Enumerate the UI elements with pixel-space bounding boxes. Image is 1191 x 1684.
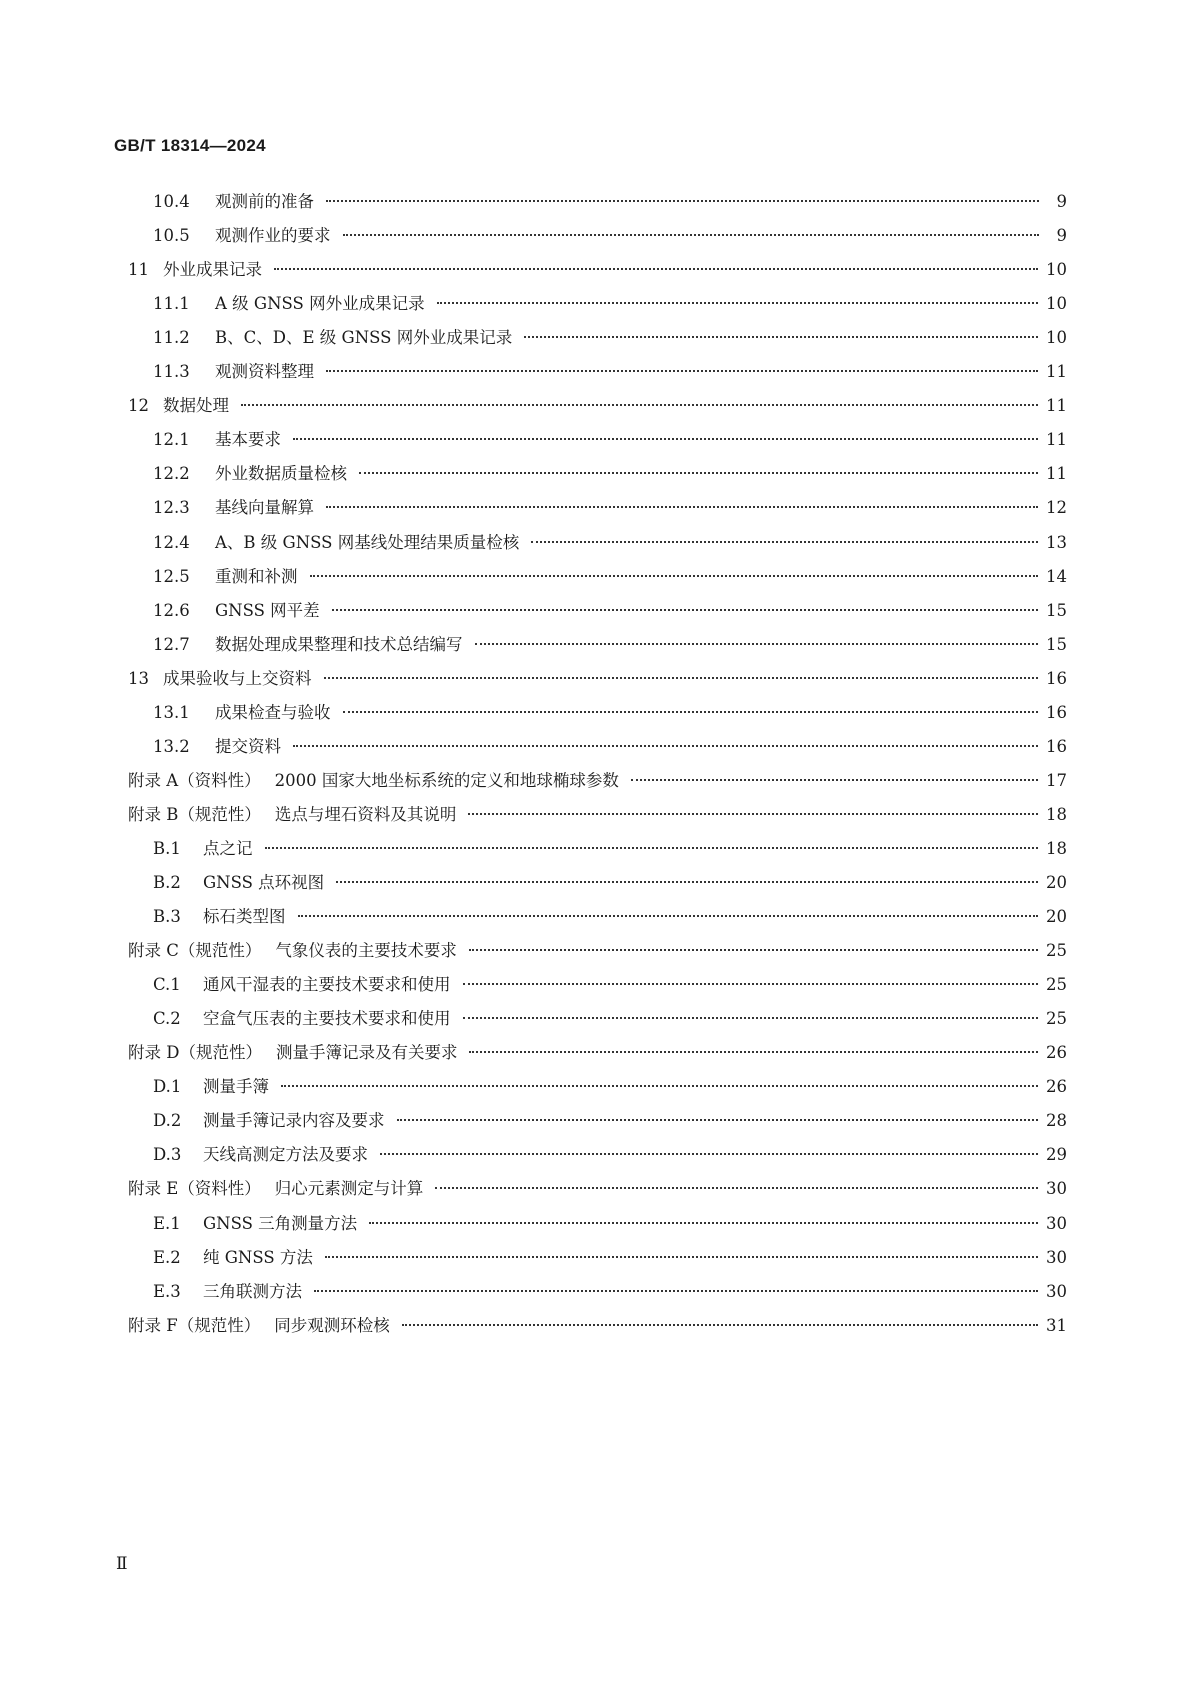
toc-entry-page: 26: [1046, 1043, 1067, 1063]
toc-entry-number: 11.1: [153, 294, 190, 314]
toc-entry-title: 基本要求: [215, 430, 281, 450]
toc-entry-number: 11.2: [153, 328, 190, 348]
page-number: Ⅱ: [116, 1554, 128, 1574]
toc-entry-page: 29: [1046, 1145, 1067, 1165]
toc-entry-number: 附录 A（资料性）: [128, 770, 261, 790]
toc-entry-title: GNSS 网平差: [215, 600, 320, 620]
toc-leader-dots: [402, 1324, 1038, 1326]
standard-code: GB/T 18314—2024: [114, 136, 266, 155]
toc-entry-title: 空盒气压表的主要技术要求和使用: [203, 1009, 451, 1029]
toc-entry-page: 30: [1046, 1179, 1067, 1199]
toc-entry-number: 10.4: [153, 192, 190, 211]
toc-entry[interactable]: [153, 1075, 1067, 1099]
toc-leader-dots: [463, 983, 1039, 985]
toc-entry-title: 通风干湿表的主要技术要求和使用: [203, 975, 451, 995]
toc-entry-page: 25: [1046, 1009, 1067, 1029]
toc-entry-title: 测量手簿: [203, 1077, 269, 1097]
toc-entry-number: 12.7: [153, 634, 190, 654]
toc-leader-dots: [326, 370, 1038, 372]
toc-entry-number: 11: [128, 260, 149, 280]
toc-entry-title: 提交资料: [215, 736, 281, 756]
toc-entry-title: 测量手簿记录内容及要求: [203, 1111, 385, 1131]
toc-entry[interactable]: [153, 565, 1067, 589]
toc-entry-number: 13.2: [153, 736, 190, 756]
toc-entry-title: 标石类型图: [203, 907, 286, 927]
toc-entry-number: B.3: [153, 907, 181, 927]
toc-entry-title: 归心元素测定与计算: [274, 1179, 424, 1199]
toc-entry-page: 31: [1046, 1315, 1067, 1335]
toc-entry[interactable]: [128, 394, 1067, 418]
toc-entry-number: 12.2: [153, 464, 190, 484]
toc-leader-dots: [310, 575, 1039, 577]
toc-leader-dots: [380, 1153, 1038, 1155]
toc-entry-page: 12: [1046, 498, 1067, 518]
toc-entry-title: 成果检查与验收: [215, 702, 331, 722]
toc-entry-number: 附录 E（资料性）: [128, 1179, 261, 1199]
toc-entry-page: 15: [1046, 634, 1067, 654]
toc-entry-title: A 级 GNSS 网外业成果记录: [215, 294, 425, 314]
toc-entry[interactable]: [153, 326, 1067, 350]
toc-leader-dots: [463, 1017, 1039, 1019]
toc-entry[interactable]: [128, 1041, 1067, 1065]
toc-entry-title: 观测资料整理: [215, 362, 314, 382]
toc-entry-page: 15: [1046, 600, 1067, 620]
toc-leader-dots: [435, 1187, 1038, 1189]
toc-entry-page: 9: [1056, 226, 1067, 246]
toc-entry-number: 12.5: [153, 566, 190, 586]
toc-entry-title: B、C、D、E 级 GNSS 网外业成果记录: [215, 328, 513, 348]
toc-leader-dots: [475, 643, 1039, 645]
toc-entry-title: GNSS 点环视图: [203, 873, 325, 892]
toc-entry-number: 13: [128, 668, 149, 688]
toc-entry-page: 25: [1046, 941, 1067, 961]
toc-entry[interactable]: [153, 837, 1067, 861]
toc-entry-number: D.2: [153, 1111, 182, 1131]
toc-entry-number: B.2: [153, 873, 181, 892]
toc-entry[interactable]: [128, 1314, 1067, 1338]
toc-entry-page: 17: [1046, 770, 1067, 790]
toc-entry-number: D.1: [153, 1077, 182, 1097]
toc-entry-page: 16: [1046, 702, 1067, 722]
toc-entry[interactable]: [153, 973, 1067, 997]
toc-entry[interactable]: [128, 803, 1067, 827]
toc-entry-number: 附录 B（规范性）: [128, 804, 261, 824]
toc-leader-dots: [326, 506, 1038, 508]
toc-entry-page: 28: [1046, 1111, 1067, 1131]
toc-entry[interactable]: [153, 428, 1067, 452]
toc-entry[interactable]: [153, 224, 1067, 248]
toc-entry[interactable]: [153, 1280, 1067, 1304]
toc-entry[interactable]: [153, 1246, 1067, 1270]
toc-leader-dots: [469, 1051, 1038, 1053]
toc-leader-dots: [336, 881, 1038, 883]
toc-leader-dots: [359, 472, 1038, 474]
toc-entry-page: 20: [1046, 907, 1067, 927]
toc-entry-page: 18: [1046, 838, 1067, 858]
toc-entry-title: A、B 级 GNSS 网基线处理结果质量检核: [215, 532, 520, 552]
toc-leader-dots: [298, 915, 1039, 917]
toc-leader-dots: [468, 813, 1038, 815]
toc-leader-dots: [274, 268, 1038, 270]
toc-entry-number: 12.4: [153, 532, 190, 552]
toc-entry-number: C.2: [153, 1009, 181, 1029]
toc-entry-page: 11: [1046, 362, 1067, 382]
toc-leader-dots: [631, 779, 1038, 781]
toc-entry-number: E.2: [153, 1247, 181, 1267]
toc-entry-title: 数据处理成果整理和技术总结编写: [215, 634, 463, 654]
toc-entry-title: 天线高测定方法及要求: [203, 1145, 368, 1165]
toc-entry[interactable]: [128, 667, 1067, 691]
toc-entry-page: 11: [1046, 430, 1067, 450]
toc-leader-dots: [343, 711, 1039, 713]
toc-entry[interactable]: [153, 462, 1067, 486]
toc-entry[interactable]: [153, 1109, 1067, 1133]
toc-entry-page: 10: [1046, 294, 1067, 314]
toc-entry-title: GNSS 三角测量方法: [203, 1213, 358, 1233]
toc-entry-number: B.1: [153, 838, 181, 858]
toc-entry[interactable]: [153, 496, 1067, 520]
toc-entry-page: 13: [1046, 532, 1067, 552]
toc-entry-title: 气象仪表的主要技术要求: [275, 941, 457, 961]
toc-entry-page: 11: [1046, 396, 1067, 416]
toc-entry[interactable]: [153, 633, 1067, 657]
toc-entry-number: 12: [128, 396, 149, 416]
toc-entry[interactable]: [128, 258, 1067, 282]
toc-entry-page: 26: [1046, 1077, 1067, 1097]
toc-entry-number: 12.1: [153, 430, 190, 450]
toc-leader-dots: [281, 1085, 1038, 1087]
toc-entry[interactable]: [153, 1007, 1067, 1031]
toc-leader-dots: [241, 404, 1038, 406]
toc-entry-page: 18: [1046, 804, 1067, 824]
toc-leader-dots: [293, 438, 1038, 440]
toc-entry-title: 重测和补测: [215, 566, 298, 586]
toc-leader-dots: [469, 949, 1038, 951]
toc-entry-number: E.1: [153, 1213, 181, 1233]
toc-entry[interactable]: [128, 1177, 1067, 1201]
toc-entry-number: 附录 F（规范性）: [128, 1315, 261, 1335]
toc-entry-number: 附录 C（规范性）: [128, 941, 262, 961]
toc-entry[interactable]: [153, 871, 1067, 895]
toc-leader-dots: [325, 1256, 1038, 1258]
toc-leader-dots: [265, 847, 1039, 849]
toc-entry-page: 16: [1046, 736, 1067, 756]
toc-entry-title: 2000 国家大地坐标系统的定义和地球椭球参数: [274, 770, 619, 790]
toc-entry-title: 三角联测方法: [203, 1281, 302, 1301]
toc-entry-page: 16: [1046, 668, 1067, 688]
toc-entry-number: E.3: [153, 1281, 181, 1301]
toc-leader-dots: [314, 1290, 1038, 1292]
toc-entry-page: 10: [1046, 328, 1067, 348]
toc-entry-number: 13.1: [153, 702, 190, 722]
toc-leader-dots: [437, 302, 1038, 304]
toc-entry[interactable]: [153, 599, 1067, 623]
toc-entry[interactable]: [153, 190, 1067, 214]
toc-entry-number: D.3: [153, 1145, 182, 1165]
toc-entry[interactable]: [153, 360, 1067, 384]
toc-entry-title: 选点与埋石资料及其说明: [274, 804, 457, 824]
toc-entry-title: 外业数据质量检核: [215, 464, 347, 484]
toc-entry[interactable]: [153, 1212, 1067, 1236]
toc-leader-dots: [332, 609, 1038, 611]
toc-entry[interactable]: [128, 939, 1067, 963]
toc-entry-title: 成果验收与上交资料: [163, 668, 312, 688]
toc-entry-number: 12.6: [153, 600, 190, 620]
toc-leader-dots: [343, 234, 1040, 236]
toc-entry-number: 11.3: [153, 362, 190, 382]
toc-entry-title: 同步观测环检核: [274, 1315, 390, 1335]
toc-entry-number: 附录 D（规范性）: [128, 1043, 262, 1063]
toc-entry[interactable]: [153, 1143, 1067, 1167]
toc-leader-dots: [531, 541, 1038, 543]
toc-entry-page: 10: [1046, 260, 1067, 280]
toc-entry-page: 9: [1056, 192, 1067, 211]
toc-entry-page: 30: [1046, 1213, 1067, 1233]
toc-entry-title: 观测作业的要求: [215, 226, 331, 246]
toc-leader-dots: [397, 1119, 1039, 1121]
toc-entry-title: 点之记: [203, 838, 253, 858]
toc-entry[interactable]: [153, 701, 1067, 725]
toc-entry-number: 12.3: [153, 498, 190, 518]
toc-leader-dots: [326, 200, 1039, 202]
toc-entry-title: 外业成果记录: [163, 260, 262, 280]
toc-leader-dots: [524, 336, 1038, 338]
toc-entry-title: 数据处理: [163, 396, 229, 416]
toc-leader-dots: [369, 1222, 1038, 1224]
toc-entry-page: 20: [1046, 873, 1067, 892]
toc-entry-title: 基线向量解算: [215, 498, 314, 518]
toc-leader-dots: [324, 677, 1039, 679]
toc-entry[interactable]: [153, 905, 1067, 929]
toc-entry[interactable]: [153, 531, 1067, 555]
toc-entry-number: 10.5: [153, 226, 190, 246]
toc-entry-page: 14: [1046, 566, 1067, 586]
toc-leader-dots: [293, 745, 1038, 747]
toc-entry-page: 30: [1046, 1281, 1067, 1301]
toc-entry-title: 纯 GNSS 方法: [203, 1247, 313, 1267]
toc-entry[interactable]: [153, 735, 1067, 759]
toc-entry-title: 观测前的准备: [215, 192, 314, 211]
toc-entry-number: C.1: [153, 975, 181, 995]
toc-entry-page: 30: [1046, 1247, 1067, 1267]
toc-entry-page: 25: [1046, 975, 1067, 995]
toc-entry[interactable]: [128, 769, 1067, 793]
toc-entry-page: 11: [1046, 464, 1067, 484]
toc-entry-title: 测量手簿记录及有关要求: [275, 1043, 458, 1063]
toc-entry[interactable]: [153, 292, 1067, 316]
